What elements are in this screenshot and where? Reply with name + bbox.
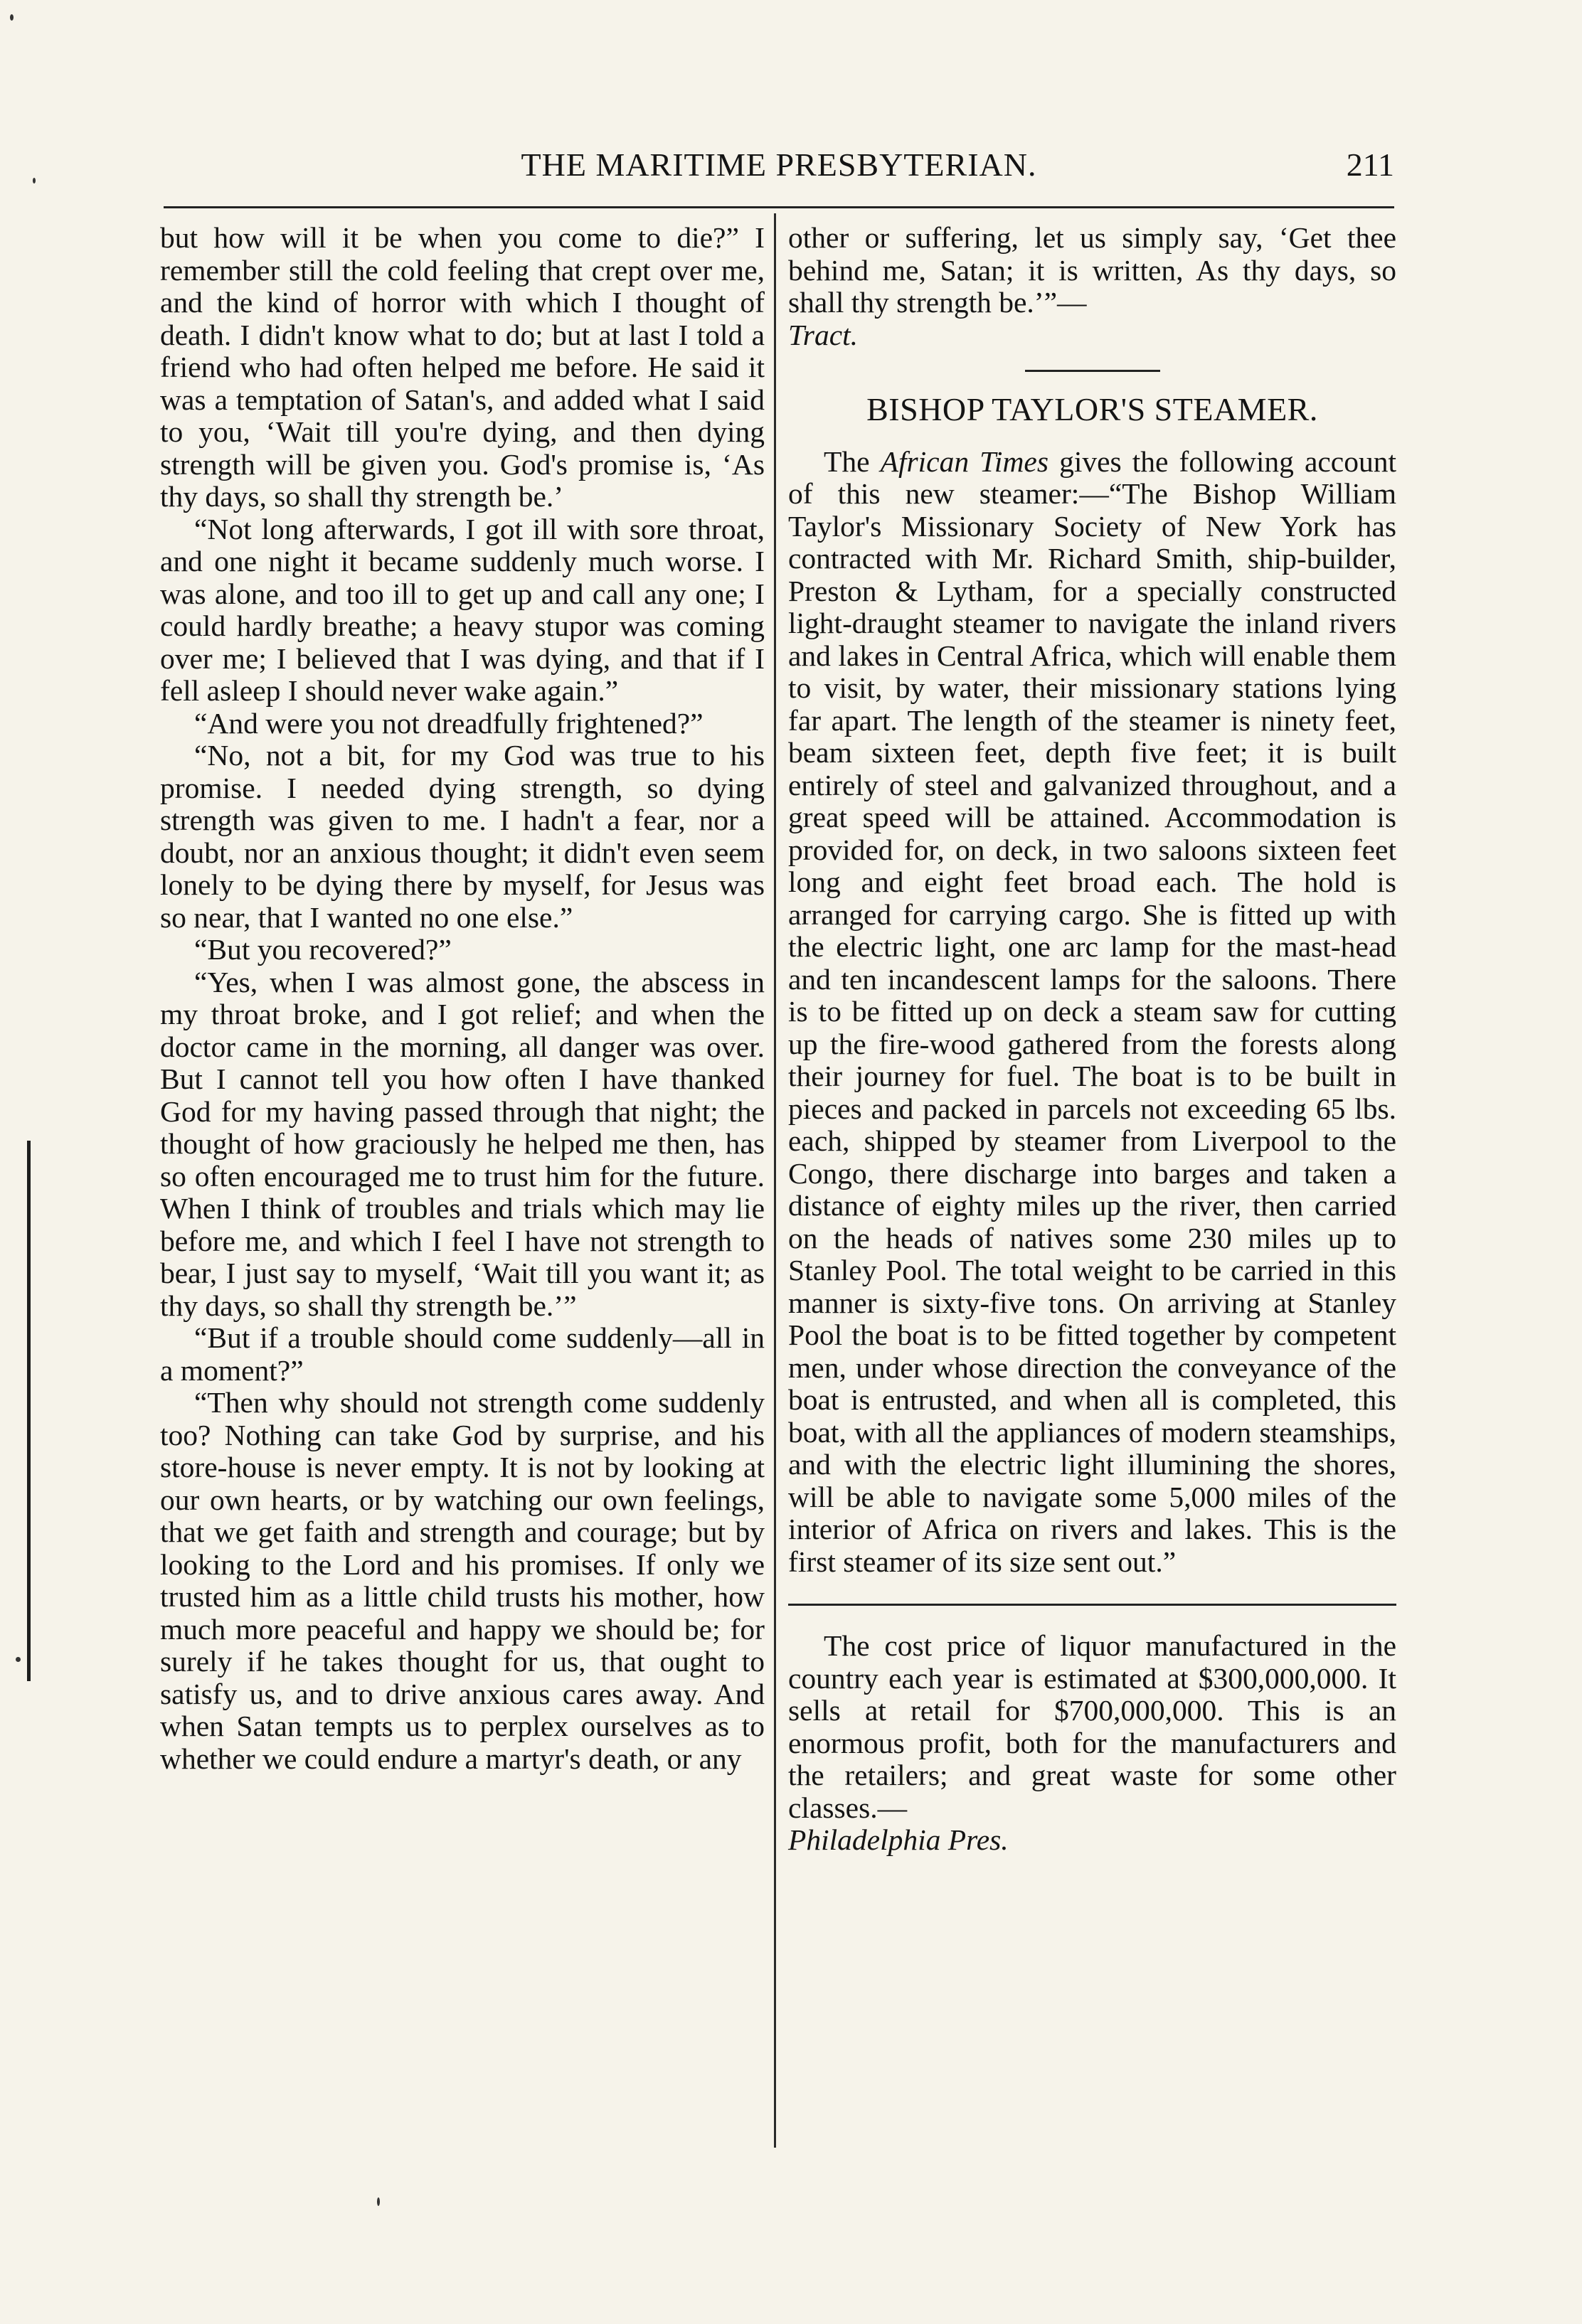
liquor-paragraph bbox=[788, 1630, 1396, 1857]
paragraph: “No, not a bit, for my God was true to his promise. I needed dying strength, so dying strength was given to me. I hadn't a fear, nor a doubt, nor an anxious thought; it didn't even seem lonely to be dying there by myself, for Jesus was so near, that I wanted no one else.” bbox=[160, 739, 765, 934]
source-attribution: Philadelphia Pres. bbox=[788, 1823, 1009, 1856]
paragraph: “Not long afterwards, I got ill with sore throat, and one night it became suddenly much worse. I was alone, and too ill to get up and call any one; I could hardly breathe; a heavy stupor was coming over me; I believed that I was dying, and that if I fell asleep I should never wake again.” bbox=[160, 512, 765, 707]
section-divider bbox=[1025, 370, 1160, 372]
paragraph: “But you recovered?” bbox=[194, 933, 452, 966]
article-body: gives the following account of this new steamer:—“The Bishop William Taylor's Missionary Society of New York has contracted with Mr. Richard Smith, ship-builder, Preston & Lytham, for a specially constructed light-draught steamer to navigate the inland rivers and lakes in Central Africa, which will enable them to visit, by water, their missionary stations lying far apart. The length of the steamer is ninety feet, beam sixteen feet, depth five feet; it is built entirely of steel and galvanized throughout, and a great speed will be attained. Accommodation is provided for, on deck, in two saloons sixteen feet long and eight feet broad each. The hold is arranged for carrying cargo. She is fitted up with the electric light, one arc lamp for the mast-head and ten incandescent lamps for the saloons. There is to be fitted up on deck a steam saw for cutting up the fire-wood gathered from the forests along their journey for fuel. The boat is to be built in pieces and packed in parcels not exceeding 65 lbs. each, shipped by steamer from Liverpool to the Congo, there discharge into barges and taken a distance of eighty miles up the river, then carried on the heads of natives some 230 miles up to Stanley Pool. The total weight to be carried in this manner is sixty-five tons. On arriving at Stanley Pool the boat is to be fitted together by competent men, under whose direction the conveyance of the boat is entrusted, and when all is completed, this boat, with all the appliances of modern steamships, and with the electric light illumining the shores, will be able to navigate some 5,000 miles of the interior of Africa on rivers and lakes. This is the first steamer of its size sent out.” bbox=[788, 444, 1397, 1578]
column-divider bbox=[774, 213, 776, 2148]
paragraph: “Yes, when I was almost gone, the abscess in my throat broke, and I got relief; and when the doctor came in the morning, all danger was over. But I cannot tell you how often I have thanked God for my having passed through that night; the thought of how graciously he helped me then, has so often encouraged me to trust him for the future. When I think of troubles and trials which may lie before me, and which I feel I have not strength to bear, I just say to myself, ‘Wait till you want it; as thy days, so shall thy strength be.’” bbox=[160, 965, 765, 1322]
source-attribution: Tract. bbox=[788, 318, 859, 351]
newspaper-name: African Times bbox=[880, 444, 1049, 478]
left-column bbox=[160, 222, 765, 1775]
right-column bbox=[788, 222, 1396, 1857]
liquor-text: The cost price of liquor manufactured in the country each year is estimated at $300,000,000. It sells at retail for $700,000,000. This is an enormous profit, both for the manufacturers and the retailers; and great waste for some other classes.— bbox=[788, 1629, 1396, 1824]
paragraph: “And were you not dreadfully frightened?” bbox=[194, 706, 704, 740]
article-paragraph bbox=[788, 446, 1396, 1579]
scan-speck bbox=[33, 178, 36, 183]
scan-speck bbox=[377, 2197, 380, 2206]
article-title: BISHOP TAYLOR'S STEAMER. bbox=[866, 391, 1318, 427]
header-rule bbox=[164, 206, 1394, 208]
paragraph: other or suffering, let us simply say, ‘Get thee behind me, Satan; it is written, As thy days, so shall thy strength be.’”— bbox=[788, 221, 1396, 319]
page-number: 211 bbox=[1346, 146, 1394, 183]
article-lead: The bbox=[824, 444, 881, 478]
margin-mark bbox=[27, 1141, 31, 1681]
paragraph: but how will it be when you come to die?” I remember still the cold feeling that crept over me, and the kind of horror with which I thought of death. I didn't know what to do; but at last I told a friend who had often helped me before. He said it was a temptation of Satan's, and added what I said to you, ‘Wait till you're dying, and then dying strength will be given you. God's promise is, ‘As thy days, so shall thy strength be.’ bbox=[160, 221, 765, 513]
scan-speck bbox=[16, 1657, 21, 1662]
scan-speck bbox=[10, 14, 14, 21]
paragraph: “But if a trouble should come suddenly—all in a moment?” bbox=[160, 1321, 765, 1387]
running-title: THE MARITIME PRESBYTERIAN. bbox=[521, 146, 1037, 183]
paragraph: “Then why should not strength come suddenly too? Nothing can take God by surprise, and his store-house is never empty. It is not by looking at our own hearts, or by watching our own feelings, that we get faith and strength and courage; but by looking to the Lord and his promises. If only we trusted him as a little child trusts his mother, how much more peaceful and happy we should be; for surely if he takes thought for us, that ought to satisfy us, and to drive anxious cares away. And when Satan tempts us to perplex ourselves as to whether we could endure a martyr's death, or any bbox=[160, 1386, 765, 1775]
page-header bbox=[164, 146, 1394, 196]
section-divider bbox=[788, 1604, 1396, 1606]
